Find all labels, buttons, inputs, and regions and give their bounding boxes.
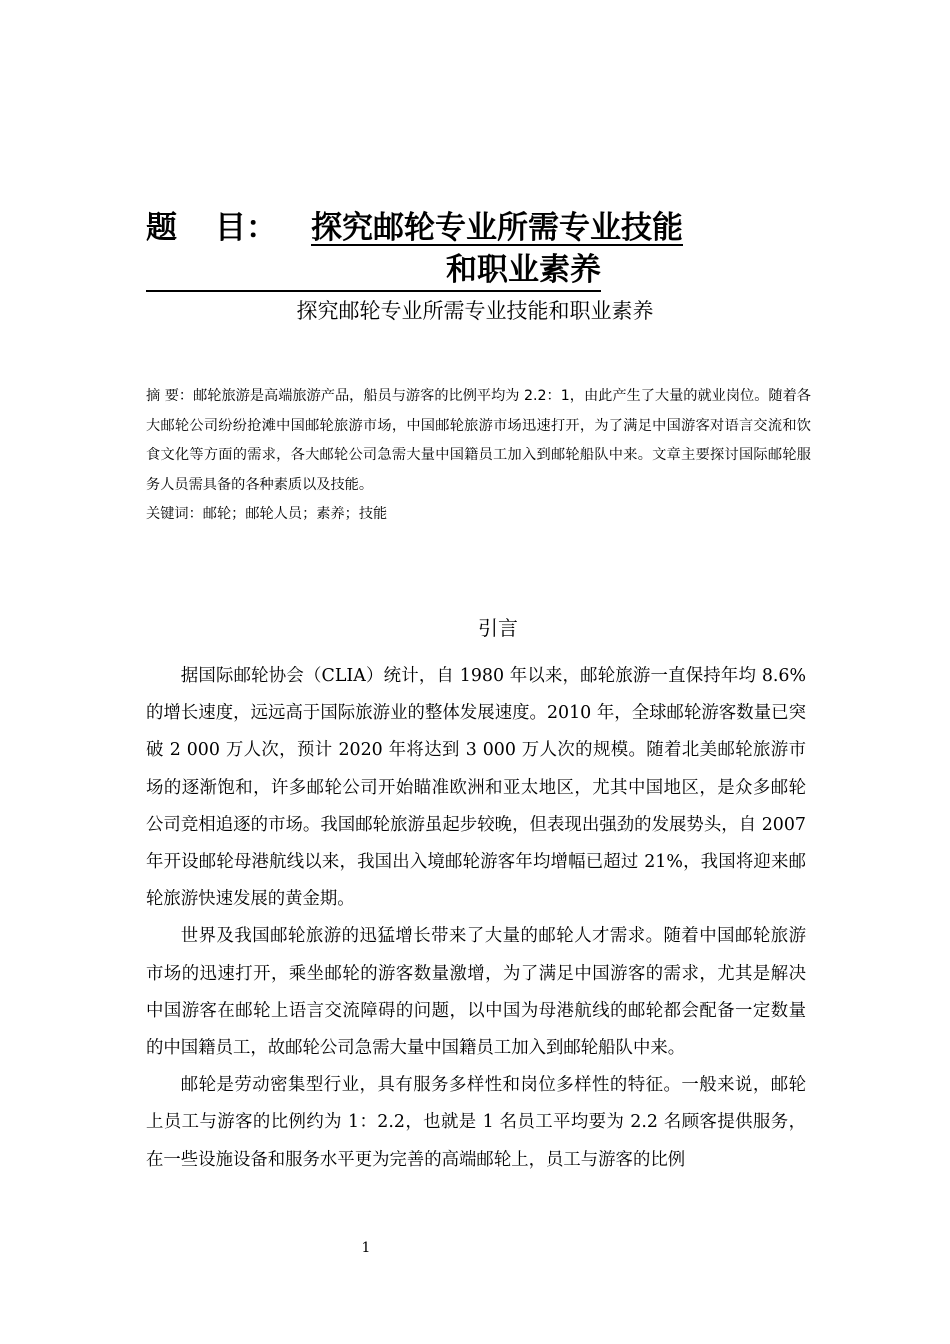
title-text-line-2: 和职业素养 xyxy=(446,252,601,288)
title-label xyxy=(146,206,277,250)
body-paragraph: 邮轮是劳动密集型行业，具有服务多样性和岗位多样性的特征。一般来说，邮轮上员工与游客的比例约为 1：2.2，也就是 1 名员工平均要为 2.2 名顾客提供服务，在一些设施设备和服务水平更为完善的高端邮轮上，员工与游客的比例 xyxy=(146,1075,806,1170)
abstract-text: 摘 要：邮轮旅游是高端旅游产品，船员与游客的比例平均为 2.2：1，由此产生了大量的就业岗位。随着各大邮轮公司纷纷抢滩中国邮轮旅游市场，中国邮轮旅游市场迅速打开，为了满足中国游客对语言交流和饮食文化等方面的需求，各大邮轮公司急需大量中国籍员工加入到邮轮船队中来。文章主要探讨国际邮轮服务人员需具备的各种素质以及技能。 xyxy=(146,388,811,493)
title-line-1 xyxy=(146,206,796,250)
subtitle: 探究邮轮专业所需专业技能和职业素养 xyxy=(296,299,654,323)
abstract-section xyxy=(146,382,811,529)
section-heading-introduction: 引言 xyxy=(478,616,518,640)
body-text xyxy=(146,658,806,1179)
title-label-first: 题 xyxy=(146,210,177,246)
body-paragraph: 世界及我国邮轮旅游的迅猛增长带来了大量的邮轮人才需求。随着中国邮轮旅游市场的迅速打开，乘坐邮轮的游客数量激增，为了满足中国游客的需求，尤其是解决中国游客在邮轮上语言交流障碍的问题，以中国为母港航线的邮轮都会配备一定数量的中国籍员工，故邮轮公司急需大量中国籍员工加入到邮轮船队中来。 xyxy=(146,926,806,1059)
title-block xyxy=(146,206,796,292)
body-paragraph: 据国际邮轮协会（CLIA）统计，自 1980 年以来，邮轮旅游一直保持年均 8.6%的增长速度，远远高于国际旅游业的整体发展速度。2010 年，全球邮轮游客数量已突破 2 000 万人次，预计 2020 年将达到 3 000 万人次的规模。随着北美邮轮旅游市场的逐渐饱和，许多邮轮公司开始瞄准欧洲和亚太地区，尤其中国地区，是众多邮轮公司竞相追逐的市场。我国邮轮旅游虽起步较晚，但表现出强劲的发展势头，自 2007 年开设邮轮母港航线以来，我国出入境邮轮游客年均增幅已超过 21%，我国将迎来邮轮旅游快速发展的黄金期。 xyxy=(146,666,806,910)
title-label-second: 目： xyxy=(215,210,277,246)
page-number: 1 xyxy=(361,1240,371,1256)
title-line-2 xyxy=(146,250,601,292)
title-text-line-1: 探究邮轮专业所需专业技能 xyxy=(311,210,683,246)
keywords: 关键词：邮轮；邮轮人员；素养；技能 xyxy=(146,506,388,522)
